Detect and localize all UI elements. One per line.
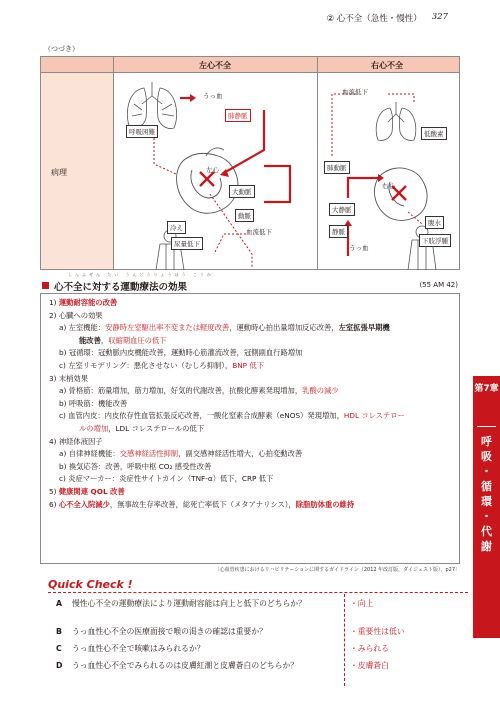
list-item: a) 左室機能：安静時左室駆出率不変または軽度改善，運動時心拍出量増加反応改善，左室拡張早期機 <box>59 323 390 333</box>
section-header <box>40 272 460 293</box>
label-left-blood-stasis: うっ血 <box>203 92 223 100</box>
chapter-number: 第7章 <box>474 384 499 394</box>
label-right-bp-drop: 血流低下 <box>342 88 368 96</box>
lungs-illustration <box>127 82 176 129</box>
page-number: 327 <box>431 12 448 22</box>
col-left-heart-failure: 左心不全 <box>199 61 231 70</box>
label-aorta: 大動脈 <box>229 185 255 198</box>
list-item: 3) 末梢効果 <box>49 373 89 383</box>
label-dyspnea: 呼吸困難 <box>126 125 158 138</box>
label-pulmonary-artery: 肺動脈 <box>324 161 350 174</box>
list-item: b) 冠循環：冠動脈内皮機能改善，運動時心筋灌流改善，冠側副血行路増加 <box>59 348 303 358</box>
label-left-heart: 左心 <box>206 166 219 174</box>
label-hypoxemia: 低酸素 <box>421 127 447 140</box>
list-item: c) 左室リモデリング：悪化させない（むしろ抑制），BNP 低下 <box>59 360 264 370</box>
label-left-bp-drop: 血流低下 <box>246 228 272 236</box>
label-pulmonary-vein: 肺静脈 <box>225 109 251 122</box>
label-cold: 冷え <box>167 221 186 234</box>
pathology-table <box>40 56 460 270</box>
exercise-effects-box <box>40 293 460 564</box>
list-item: a) 骨格筋：筋量増加，筋力増加，好気的代謝改善，抗酸化酵素発現増加，乳酸の減少 <box>59 386 339 396</box>
list-item: ルの増加，LDL コレステロールの低下 <box>79 423 205 433</box>
list-item: 2) 心臓への効果 <box>49 310 103 320</box>
label-artery: 動脈 <box>235 209 254 222</box>
citation: 〔心血管疾患におけるリハビリテーションに関するガイドライン（2012 年改訂版，ダイジェスト版），p27〕 <box>214 567 460 573</box>
lungs-illustration <box>376 102 416 141</box>
label-right-blood-stasis: うっ血 <box>349 244 369 252</box>
section-ruby: しんふぜん たい うんどうりょうほう こうか <box>68 272 214 277</box>
exam-reference: (55 AM 42) <box>419 281 458 289</box>
label-right-heart: 右心 <box>382 182 395 190</box>
col-right-heart-failure: 右心不全 <box>371 61 403 70</box>
list-item: 5) 健康関連 QOL 改善 <box>49 486 125 496</box>
list-item: 6) 心不全入院減少，無事故生存率改善，総死亡率低下（メタアナリシス），除脂肪体重の維持 <box>49 499 355 509</box>
list-item: 4) 神経体液因子 <box>49 436 103 446</box>
label-vena-cava: 大静脈 <box>329 203 355 216</box>
tab-divider <box>477 426 496 427</box>
list-item: c) 血管内皮：内皮依存性血管拡張反応改善，一酸化窒素合成酵素（eNOS）発現増加，HDL コレステロー <box>59 411 405 421</box>
dashed-divider <box>48 592 468 593</box>
table-header <box>41 57 459 73</box>
answer-divider <box>344 594 345 686</box>
list-item: 能改善，収縮期血圧の低下 <box>79 335 167 345</box>
row-label-pathology: 病理 <box>51 168 67 177</box>
chapter-side-tab <box>473 376 500 638</box>
list-item: 1) 運動耐容能の改善 <box>49 298 118 307</box>
body-illustration <box>156 230 184 270</box>
label-ascites: 腹水 <box>425 216 444 229</box>
list-item: b) 換気応答：改善，呼吸中枢 CO₂ 感受性改善 <box>59 461 212 471</box>
label-leg-edema: 下肢浮腫 <box>419 234 451 247</box>
page-header <box>326 12 448 24</box>
body-illustration <box>408 226 436 270</box>
chapter-section: ② 心不全（急性・慢性） <box>326 14 422 24</box>
quick-check-title: Quick Check ! <box>48 578 133 591</box>
label-vein: 静脈 <box>329 225 348 238</box>
list-item: b) 呼吸筋：機能改善 <box>59 398 128 408</box>
section-title: 心不全に対する運動療法の効果 <box>54 282 188 293</box>
continued-label: （つづき） <box>44 45 79 53</box>
list-item: a) 自律神経機能：交感神経活性抑制，副交感神経活性増大，心拍変動改善 <box>59 449 303 459</box>
label-oliguria: 尿量低下 <box>171 237 203 250</box>
square-bullet-icon <box>42 282 49 289</box>
list-item: c) 炎症マーカー：炎症性サイトカイン（TNF-α）低下，CRP 低下 <box>59 474 274 484</box>
chapter-title: 呼 吸 ・ 循 環 ・ 代 謝 <box>481 435 492 553</box>
